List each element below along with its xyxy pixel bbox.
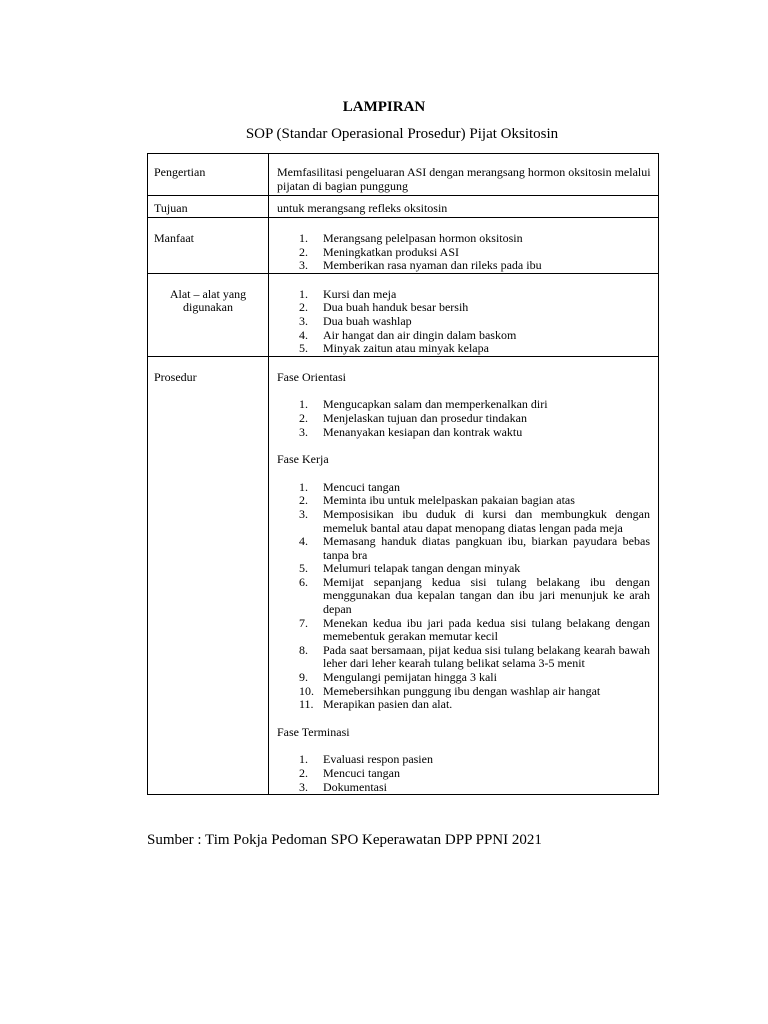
list-item-text: Melumuri telapak tangan dengan minyak: [323, 561, 521, 576]
list-item: [277, 685, 651, 699]
list-item: [277, 342, 651, 356]
list-item-number: 6.: [299, 574, 308, 589]
phase-heading-terminasi: Fase Terminasi: [277, 724, 350, 739]
list-item-number: 1.: [299, 231, 308, 245]
list-item-number: 11.: [299, 697, 314, 712]
list-item-number: 7.: [299, 615, 308, 630]
list-item-text: Meminta ibu untuk melelpaskan pakaian bagian atas: [323, 493, 575, 508]
list-item-text: Merangsang pelelpasan hormon oksitosin: [323, 231, 523, 245]
list-item-number: 5.: [299, 341, 308, 356]
list-item-text: Dua buah handuk besar bersih: [323, 300, 469, 315]
row-label-prosedur: Prosedur: [148, 356, 269, 794]
list-item-number: 3.: [299, 258, 308, 273]
list-item-text: Memijat sepanjang kedua sisi tulang belakang ibu dengan menggunakan dua kepalan tangan dan ibu jari menunjuk ke arah depan: [323, 574, 650, 617]
row-value-manfaat: [269, 218, 659, 274]
list-item: [277, 232, 651, 246]
list-item-number: 2.: [299, 300, 308, 315]
table-row-tujuan: [148, 196, 659, 218]
list-item: [277, 698, 651, 712]
list-item-number: 1.: [299, 286, 308, 301]
phase-list-terminasi: [277, 753, 651, 794]
sop-table: [147, 153, 659, 795]
list-item-text: Menekan kedua ibu jari pada kedua sisi tulang belakang dengan memebentuk gerakan memutar kecil: [323, 615, 650, 644]
document-title: LAMPIRAN: [342, 99, 426, 115]
list-item: [277, 481, 651, 495]
list-item: [277, 426, 651, 440]
row-label-alat: Alat – alat yang digunakan: [148, 273, 269, 356]
list-item: [277, 288, 651, 302]
list-item-number: 9.: [299, 670, 308, 685]
list-item-number: 4.: [299, 327, 308, 342]
list-item: [277, 508, 651, 535]
list-item: [277, 671, 651, 685]
list-item-number: 1.: [299, 479, 308, 494]
row-value-alat: [269, 273, 659, 356]
list-item-text: Pada saat bersamaan, pijat kedua sisi tulang belakang kearah bawah leher dari leher kearah tulang belikat selama 3-5 menit: [323, 642, 650, 671]
list-item: [277, 562, 651, 576]
list-item-number: 3.: [299, 779, 308, 794]
list-item: [277, 329, 651, 343]
table-row-manfaat: [148, 218, 659, 274]
list-item: [277, 753, 651, 767]
list-item-number: 8.: [299, 642, 308, 657]
list-item: [277, 781, 651, 795]
phase-list-orientasi: [277, 398, 651, 439]
list-item: [277, 315, 651, 329]
list-item-number: 3.: [299, 313, 308, 328]
row-value-pengertian: Memfasilitasi pengeluaran ASI dengan merangsang hormon oksitosin melalui pijatan di bagian punggung: [269, 154, 659, 196]
list-item: [277, 617, 651, 644]
list-item-number: 1.: [299, 397, 308, 412]
row-value-prosedur: [269, 356, 659, 794]
list-item-number: 4.: [299, 534, 308, 549]
list-item-text: Kursi dan meja: [323, 286, 397, 301]
manfaat-list: [277, 232, 651, 273]
list-item-text: Memposisikan ibu duduk di kursi dan membungkuk dengan memeluk bantal atau dapat menopang diatas lengan pada meja: [323, 506, 650, 535]
list-item: [277, 644, 651, 671]
list-item-number: 1.: [299, 752, 308, 767]
list-item-number: 5.: [299, 561, 308, 576]
list-item-text: Memberikan rasa nyaman dan rileks pada ibu: [323, 258, 542, 273]
phase-heading-kerja: Fase Kerja: [277, 452, 329, 467]
row-label-pengertian: Pengertian: [148, 154, 269, 196]
list-item-text: Menanyakan kesiapan dan kontrak waktu: [323, 424, 523, 439]
list-item-text: Air hangat dan air dingin dalam baskom: [323, 327, 517, 342]
list-item: [277, 535, 651, 562]
list-item-number: 2.: [299, 410, 308, 425]
list-item-number: 2.: [299, 244, 308, 259]
list-item-number: 10.: [299, 683, 314, 698]
list-item: [277, 398, 651, 412]
list-item-text: Minyak zaitun atau minyak kelapa: [323, 341, 489, 356]
row-value-tujuan: untuk merangsang refleks oksitosin: [269, 196, 659, 218]
table-row-pengertian: [148, 154, 659, 196]
list-item-text: Dua buah washlap: [323, 313, 412, 328]
list-item: [277, 767, 651, 781]
list-item-text: Dokumentasi: [323, 779, 387, 794]
list-item-text: Merapikan pasien dan alat.: [323, 697, 453, 712]
alat-list: [277, 288, 651, 356]
source-note: Sumber : Tim Pokja Pedoman SPO Keperawatan DPP PPNI 2021: [147, 832, 542, 848]
list-item-number: 2.: [299, 766, 308, 780]
list-item: [277, 259, 651, 273]
list-item-number: 3.: [299, 506, 308, 521]
table-row-alat: [148, 273, 659, 356]
list-item-text: Memebersihkan punggung ibu dengan washlap air hangat: [323, 683, 601, 698]
phase-list-kerja: [277, 481, 651, 712]
list-item-text: Evaluasi respon pasien: [323, 752, 433, 767]
table-row-prosedur: [148, 356, 659, 794]
list-item-text: Meningkatkan produksi ASI: [323, 244, 459, 259]
list-item-text: Memasang handuk diatas pangkuan ibu, biarkan payudara bebas tanpa bra: [323, 534, 650, 562]
list-item: [277, 576, 651, 617]
list-item: [277, 246, 651, 260]
list-item-number: 3.: [299, 424, 308, 439]
list-item-number: 2.: [299, 493, 308, 508]
list-item: [277, 412, 651, 426]
list-item-text: Mengucapkan salam dan memperkenalkan diri: [323, 397, 548, 412]
document-subtitle: SOP (Standar Operasional Prosedur) Pijat Oksitosin: [245, 126, 559, 142]
row-label-tujuan: Tujuan: [148, 196, 269, 218]
list-item-text: Menjelaskan tujuan dan prosedur tindakan: [323, 410, 527, 425]
list-item: [277, 494, 651, 508]
list-item-text: Mencuci tangan: [323, 479, 400, 494]
phase-heading-orientasi: Fase Orientasi: [277, 369, 346, 384]
list-item-text: Mengulangi pemijatan hingga 3 kali: [323, 670, 497, 685]
list-item: [277, 301, 651, 315]
list-item-text: Mencuci tangan: [323, 766, 400, 780]
row-label-manfaat: Manfaat: [148, 218, 269, 274]
